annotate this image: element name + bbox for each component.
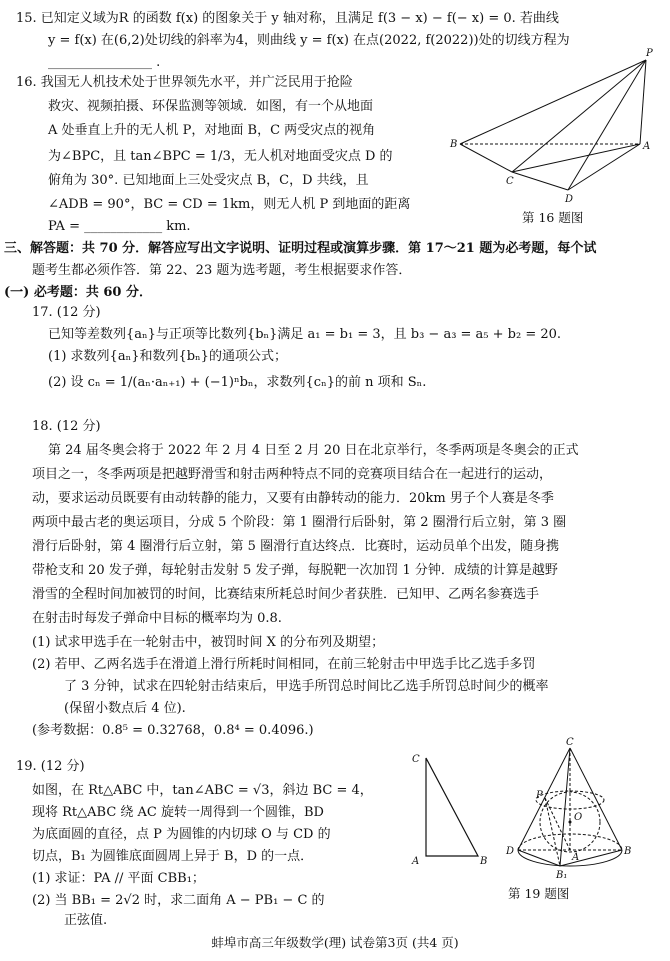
q16-label-b: B xyxy=(450,139,458,150)
q19-line-7: 正弦值. xyxy=(64,913,108,928)
q16-line-5: 俯角为 30°. 已知地面上三处受灾点 B，C，D 共线，且 xyxy=(48,173,369,188)
q19-line-3: 为底面圆的直径，点 P 为圆锥的内切球 O 与 CD 的 xyxy=(32,827,331,842)
q16-line-7: PA = ____________ km. xyxy=(48,219,191,234)
q18-line-7: 滑雪的全程时间加被罚的时间，比赛结束所耗总时间少者获胜．已知甲、乙两名参赛选手 xyxy=(32,587,540,602)
q19-head: 19. (12 分) xyxy=(16,759,85,774)
q18-line-2: 项目之一，冬季两项是把越野滑雪和射击两种特点不同的竞赛项目结合在一起进行的运动， xyxy=(32,467,553,482)
q16-pyramid-figure xyxy=(450,48,660,212)
section3-line-2: 题考生都必须作答．第 22、23 题为选考题，考生根据要求作答． xyxy=(32,263,412,278)
q16-line-1: 16. 我国无人机技术处于世界领先水平，并广泛民用于抢险 xyxy=(16,75,353,90)
q19-line-5: (1) 求证：PA // 平面 CBB₁； xyxy=(32,871,205,886)
q19-cone-label-b1: B₁ xyxy=(556,870,568,881)
q19-triangle-figure xyxy=(408,752,488,872)
q19-tri-label-c: C xyxy=(412,754,420,765)
q15-line-1: 15. 已知定义域为R 的函数 f(x) 的图象关于 y 轴对称，且满足 f(3 − x) − f(− x) = 0. 若曲线 xyxy=(16,11,559,26)
q18-line-13: (参考数据：0.8⁵ = 0.32768，0.8⁴ = 0.4096.) xyxy=(32,723,314,738)
q19-cone-figure xyxy=(500,737,640,881)
q19-line-6: (2) 当 BB₁ = 2√2 时，求二面角 A − PB₁ − C 的 xyxy=(32,893,325,908)
q16-label-d: D xyxy=(565,194,574,205)
q18-line-5: 滑行后卧射，第 4 圈滑行后立射，第 5 圈滑行直达终点．比赛时，运动员单个出发，随身携 xyxy=(32,539,560,554)
q19-cone-label-b: B xyxy=(624,846,632,857)
q18-head: 18. (12 分) xyxy=(32,419,101,434)
q17-line-1: 已知等差数列{aₙ}与正项等比数列{bₙ}满足 a₁ = b₁ = 3，且 b₃ − a₃ = a₅ + b₂ = 20. xyxy=(48,327,562,342)
q19-line-1: 如图，在 Rt△ABC 中，tan∠ABC = √3，斜边 BC = 4， xyxy=(32,783,373,798)
q19-figure-caption: 第 19 题图 xyxy=(508,886,570,901)
q15-line-3: ________________ . xyxy=(48,55,161,70)
q19-line-4: 切点，B₁ 为圆锥底面圆周上异于 B，D 的一点． xyxy=(32,849,314,864)
q17-head: 17. (12 分) xyxy=(32,305,101,320)
q19-line-2: 现将 Rt△ABC 绕 AC 旋转一周得到一个圆锥，BD xyxy=(32,805,324,820)
q18-line-6: 带枪支和 20 发子弹，每轮射击发射 5 发子弹，每脱靶一次加罚 1 分钟．成绩的计算是越野 xyxy=(32,563,558,578)
section3-sub1: (一) 必考题：共 60 分． xyxy=(4,285,152,300)
q19-cone-label-o: O xyxy=(574,812,583,823)
q16-label-a: A xyxy=(643,141,651,152)
q17-line-3: (2) 设 cₙ = 1/(aₙ·aₙ₊₁) + (−1)ⁿbₙ，求数列{cₙ}的前 n 项和 Sₙ. xyxy=(48,375,427,390)
q18-line-11: 了 3 分钟，试求在四轮射击结束后，甲选手所罚总时间比乙选手所罚总时间少的概率 xyxy=(64,679,549,694)
q16-label-c: C xyxy=(506,176,514,187)
q18-line-4: 两项中最古老的奥运项目，分成 5 个阶段：第 1 圈滑行后卧射，第 2 圈滑行后立射，第 3 圈 xyxy=(32,515,567,530)
q19-cone-label-a: A xyxy=(572,852,580,863)
q19-tri-label-b: B xyxy=(480,856,488,867)
q18-line-9: (1) 试求甲选手在一轮射击中，被罚时间 X 的分布列及期望； xyxy=(32,635,385,650)
q18-line-1: 第 24 届冬奥会将于 2022 年 2 月 4 日至 2 月 20 日在北京举行，冬季两项是冬奥会的正式 xyxy=(48,443,579,458)
q18-line-3: 动，要求运动员既要有由动转静的能力，又要有由静转动的能力．20km 男子个人赛是冬季 xyxy=(32,491,554,506)
q16-line-4: 为∠BPC，且 tan∠BPC = 1/3，无人机对地面受灾点 D 的 xyxy=(48,149,393,164)
q17-line-2: (1) 求数列{aₙ}和数列{bₙ}的通项公式； xyxy=(48,349,287,364)
q16-line-2: 救灾、视频拍摄、环保监测等领域．如图，有一个从地面 xyxy=(48,99,374,114)
q16-figure-caption: 第 16 题图 xyxy=(522,210,584,225)
page-footer: 蚌埠市高三年级数学(理) 试卷第3页 (共4 页) xyxy=(211,935,459,950)
q16-label-p: P xyxy=(646,48,653,59)
q18-line-8: 在射击时每发子弹命中目标的概率均为 0.8. xyxy=(32,611,282,626)
q19-cone-label-d: D xyxy=(506,846,515,857)
section3-line-1: 三、解答题：共 70 分．解答应写出文字说明、证明过程或演算步骤．第 17～21 题为必考题，每个试 xyxy=(4,241,597,256)
q19-cone-label-c: C xyxy=(566,737,574,748)
q19-tri-label-a: A xyxy=(412,856,420,867)
q16-line-6: ∠ADB = 90°，BC = CD = 1km，则无人机 P 到地面的距离 xyxy=(48,197,411,212)
q19-cone-label-p: P xyxy=(536,790,543,801)
q15-line-2: y = f(x) 在(6,2)处切线的斜率为4，则曲线 y = f(x) 在点(2022, f(2022))处的切线方程为 xyxy=(48,33,570,48)
q16-line-3: A 处垂直上升的无人机 P，对地面 B，C 两受灾点的视角 xyxy=(48,123,376,138)
q18-line-10: (2) 若甲、乙两名选手在滑道上滑行所耗时间相同，在前三轮射击中甲选手比乙选手多罚 xyxy=(32,657,536,672)
q18-line-12: (保留小数点后 4 位). xyxy=(64,701,186,716)
